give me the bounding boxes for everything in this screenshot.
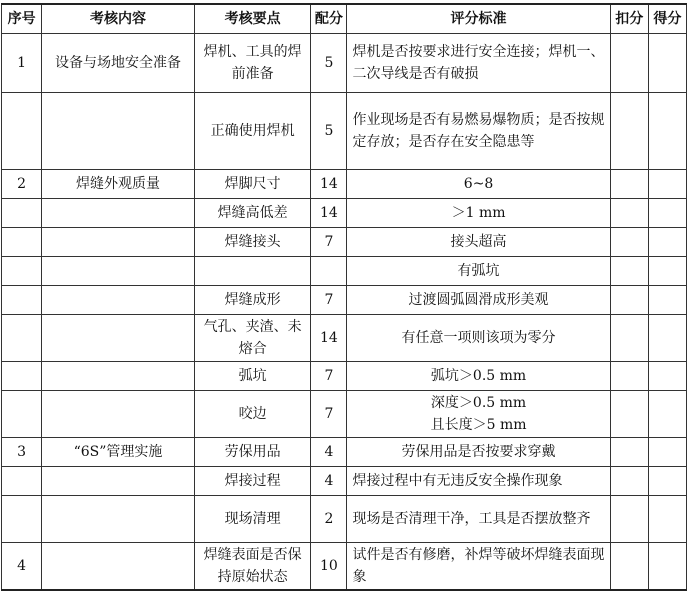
table-row xyxy=(2,543,687,591)
cell-get xyxy=(648,170,686,199)
cell-deduct xyxy=(610,438,648,467)
cell-no xyxy=(2,467,42,496)
cell-get xyxy=(648,543,686,591)
cell-get xyxy=(648,438,686,467)
table-row xyxy=(2,467,687,496)
cell-content xyxy=(42,228,195,257)
table-row xyxy=(2,286,687,315)
cell-get xyxy=(648,496,686,543)
cell-deduct xyxy=(610,286,648,315)
cell-standard: 试件是否有修磨，补焊等破坏焊缝表面现象 xyxy=(347,543,610,591)
cell-deduct xyxy=(610,315,648,362)
cell-no xyxy=(2,93,42,170)
cell-standard: 焊机是否按要求进行安全连接；焊机一、二次导线是否有破损 xyxy=(347,34,610,93)
header-content: 考核内容 xyxy=(42,4,195,34)
cell-standard: 深度＞0.5 mm 且长度＞5 mm xyxy=(347,391,610,438)
cell-score: 7 xyxy=(311,362,347,391)
cell-get xyxy=(648,93,686,170)
cell-content xyxy=(42,543,195,591)
header-get: 得分 xyxy=(648,4,686,34)
header-deduct: 扣分 xyxy=(610,4,648,34)
table-row xyxy=(2,257,687,286)
cell-score: 14 xyxy=(311,199,347,228)
cell-standard: 6~8 xyxy=(347,170,610,199)
cell-score: 4 xyxy=(311,467,347,496)
cell-content xyxy=(42,391,195,438)
table-row xyxy=(2,391,687,438)
cell-content: 焊缝外观质量 xyxy=(42,170,195,199)
header-row xyxy=(2,4,687,34)
cell-no: 1 xyxy=(2,34,42,93)
cell-no xyxy=(2,228,42,257)
cell-standard: 接头超高 xyxy=(347,228,610,257)
cell-deduct xyxy=(610,543,648,591)
cell-deduct xyxy=(610,496,648,543)
cell-score: 7 xyxy=(311,286,347,315)
cell-point: 焊脚尺寸 xyxy=(194,170,311,199)
cell-score: 4 xyxy=(311,438,347,467)
cell-score xyxy=(311,257,347,286)
header-standard: 评分标准 xyxy=(347,4,610,34)
cell-score: 2 xyxy=(311,496,347,543)
cell-score: 14 xyxy=(311,315,347,362)
cell-no xyxy=(2,496,42,543)
cell-no xyxy=(2,315,42,362)
cell-point: 劳保用品 xyxy=(194,438,311,467)
cell-content xyxy=(42,199,195,228)
cell-no: 3 xyxy=(2,438,42,467)
cell-content xyxy=(42,467,195,496)
cell-content xyxy=(42,362,195,391)
cell-content: “6S”管理实施 xyxy=(42,438,195,467)
cell-no xyxy=(2,257,42,286)
cell-standard: 作业现场是否有易燃易爆物质；是否按规定存放；是否存在安全隐患等 xyxy=(347,93,610,170)
cell-point: 焊缝成形 xyxy=(194,286,311,315)
cell-deduct xyxy=(610,257,648,286)
table-row xyxy=(2,228,687,257)
cell-standard: 劳保用品是否按要求穿戴 xyxy=(347,438,610,467)
cell-deduct xyxy=(610,93,648,170)
cell-deduct xyxy=(610,34,648,93)
cell-get xyxy=(648,228,686,257)
cell-deduct xyxy=(610,362,648,391)
cell-point: 现场清理 xyxy=(194,496,311,543)
cell-standard: 焊接过程中有无违反安全操作现象 xyxy=(347,467,610,496)
cell-score: 5 xyxy=(311,34,347,93)
cell-deduct xyxy=(610,170,648,199)
cell-get xyxy=(648,257,686,286)
table-row xyxy=(2,170,687,199)
cell-standard: 有任意一项则该项为零分 xyxy=(347,315,610,362)
cell-no xyxy=(2,199,42,228)
cell-deduct xyxy=(610,467,648,496)
cell-score: 7 xyxy=(311,228,347,257)
cell-content: 设备与场地安全准备 xyxy=(42,34,195,93)
cell-score: 7 xyxy=(311,391,347,438)
cell-content xyxy=(42,315,195,362)
cell-standard: 过渡圆弧圆滑成形美观 xyxy=(347,286,610,315)
cell-point: 焊缝接头 xyxy=(194,228,311,257)
cell-content xyxy=(42,93,195,170)
cell-standard: 有弧坑 xyxy=(347,257,610,286)
cell-point: 气孔、夹渣、未熔合 xyxy=(194,315,311,362)
cell-point: 焊缝表面是否保持原始状态 xyxy=(194,543,311,591)
table-row xyxy=(2,34,687,93)
table-row xyxy=(2,438,687,467)
cell-no xyxy=(2,391,42,438)
cell-get xyxy=(648,467,686,496)
scoring-table xyxy=(1,3,687,591)
cell-no: 4 xyxy=(2,543,42,591)
cell-point: 焊接过程 xyxy=(194,467,311,496)
cell-point: 正确使用焊机 xyxy=(194,93,311,170)
cell-standard: 现场是否清理干净，工具是否摆放整齐 xyxy=(347,496,610,543)
cell-get xyxy=(648,315,686,362)
cell-content xyxy=(42,257,195,286)
header-point: 考核要点 xyxy=(194,4,311,34)
cell-score: 14 xyxy=(311,170,347,199)
table-row xyxy=(2,496,687,543)
cell-content xyxy=(42,286,195,315)
cell-no: 2 xyxy=(2,170,42,199)
cell-standard: 弧坑＞0.5 mm xyxy=(347,362,610,391)
cell-score: 5 xyxy=(311,93,347,170)
cell-content xyxy=(42,496,195,543)
table-row xyxy=(2,199,687,228)
cell-get xyxy=(648,391,686,438)
cell-score: 10 xyxy=(311,543,347,591)
cell-standard: ＞1 mm xyxy=(347,199,610,228)
header-score: 配分 xyxy=(311,4,347,34)
table-row xyxy=(2,93,687,170)
cell-deduct xyxy=(610,199,648,228)
header-no: 序号 xyxy=(2,4,42,34)
table-row xyxy=(2,362,687,391)
cell-get xyxy=(648,199,686,228)
cell-no xyxy=(2,286,42,315)
cell-get xyxy=(648,286,686,315)
cell-point: 咬边 xyxy=(194,391,311,438)
cell-no xyxy=(2,362,42,391)
table-row xyxy=(2,315,687,362)
cell-deduct xyxy=(610,391,648,438)
cell-point xyxy=(194,257,311,286)
cell-point: 焊机、工具的焊前准备 xyxy=(194,34,311,93)
cell-deduct xyxy=(610,228,648,257)
cell-get xyxy=(648,34,686,93)
cell-point: 弧坑 xyxy=(194,362,311,391)
cell-point: 焊缝高低差 xyxy=(194,199,311,228)
cell-get xyxy=(648,362,686,391)
